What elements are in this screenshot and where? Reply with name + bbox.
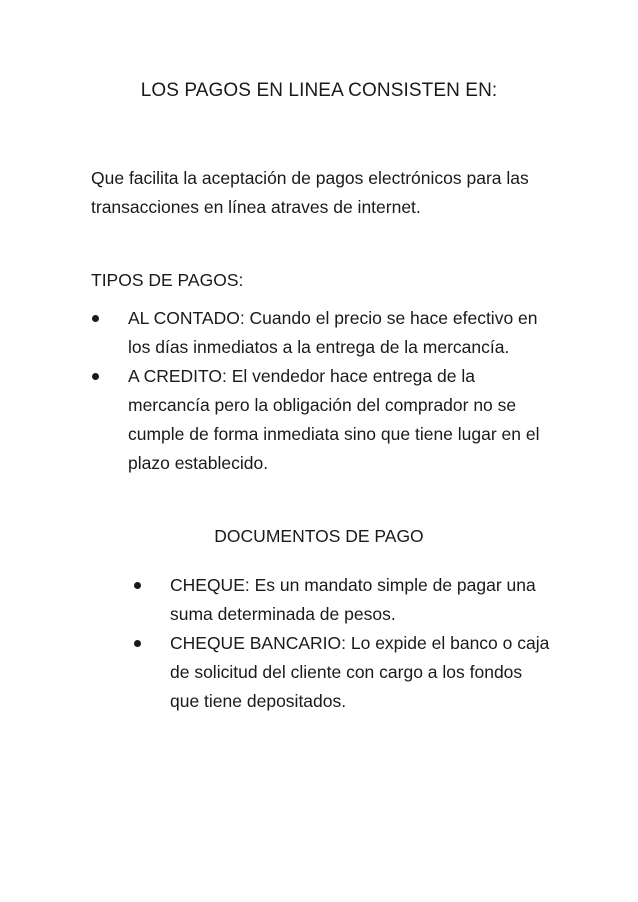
list-item [134,571,554,629]
documentos-heading: DOCUMENTOS DE PAGO [214,526,424,546]
documentos-list [134,571,554,716]
page-title: LOS PAGOS EN LINEA CONSISTEN EN: [140,80,498,101]
bullet-icon [134,640,141,647]
tipos-list [92,304,552,478]
intro-paragraph: Que facilita la aceptación de pagos electrónicos para las transacciones en línea atraves de internet. [91,168,529,217]
list-item [134,629,554,716]
list-item-text: A CREDITO: El vendedor hace entrega de la mercancía pero la obligación del comprador no se cumple de forma inmediata sino que tiene lugar en el plazo establecido. [128,366,540,473]
tipos-heading: TIPOS DE PAGOS: [91,270,244,290]
bullet-icon [92,315,99,322]
bullet-icon [92,373,99,380]
list-item [92,304,552,362]
bullet-icon [134,582,141,589]
list-item-text: CHEQUE BANCARIO: Lo expide el banco o caja de solicitud del cliente con cargo a los fondos que tiene depositados. [170,633,550,711]
list-item-text: CHEQUE: Es un mandato simple de pagar una suma determinada de pesos. [170,575,536,624]
list-item [92,362,552,478]
list-item-text: AL CONTADO: Cuando el precio se hace efectivo en los días inmediatos a la entrega de la mercancía. [128,308,538,357]
